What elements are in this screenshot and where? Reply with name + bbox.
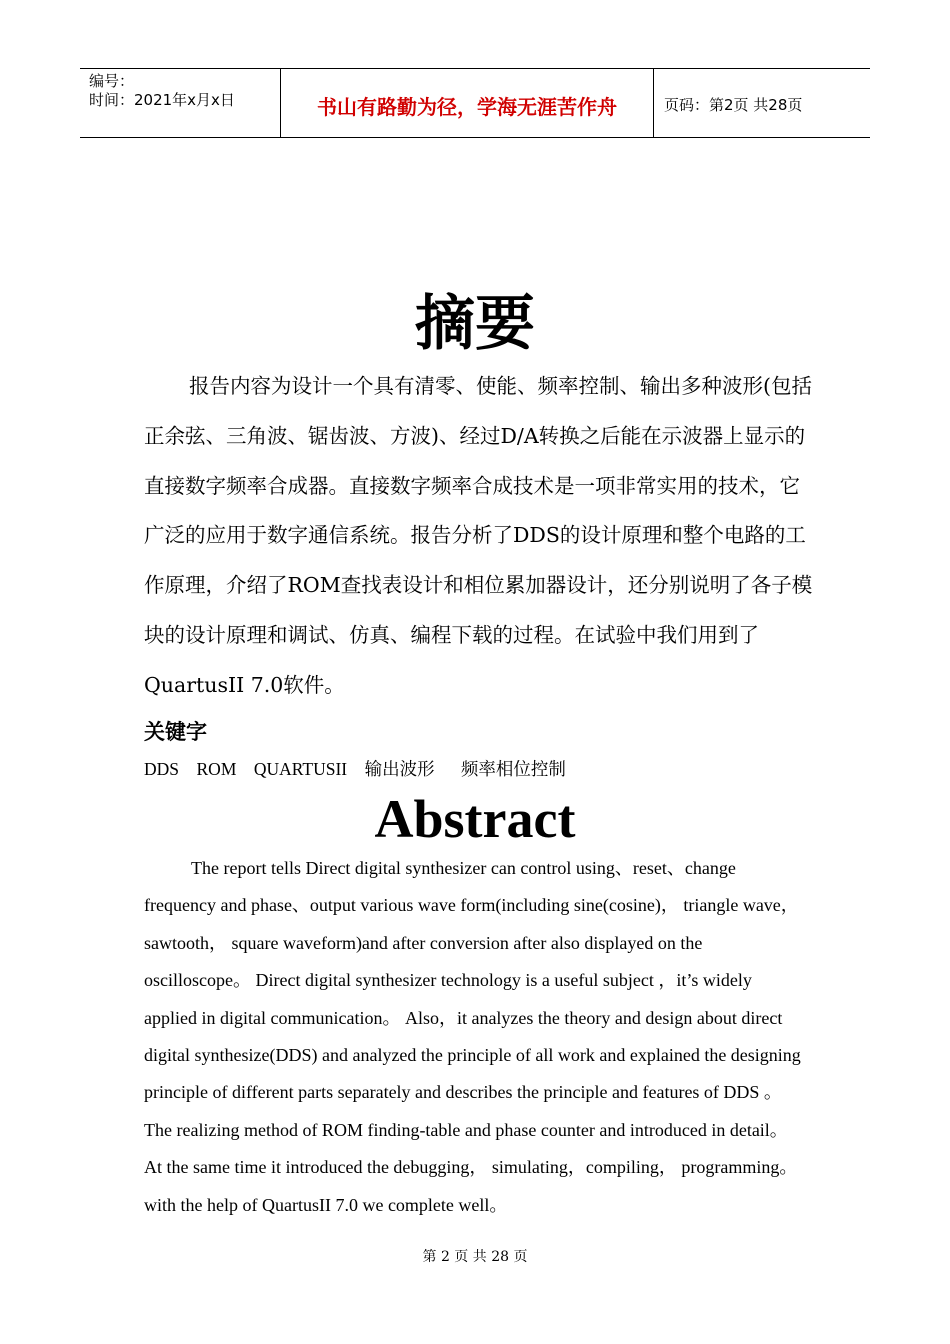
page-footer: 第 2 页 共 28 页	[422, 1249, 528, 1265]
page-info-text: 页码：第2页 共28页	[664, 95, 803, 114]
header-table	[80, 68, 870, 138]
page-info-cell	[654, 69, 870, 137]
keywords-heading: 关键字	[144, 720, 207, 744]
english-abstract-body: The report tells Direct digital synthesizer can control using、reset、change frequency and phase、output various wave form(including sine(cosine)， triangle wave， sawtooth， square waveform)and after conversion after also displayed on the oscilloscope。 Direct digital synthesizer technology is a useful subject ，it’s widely applied in digital communication。 Also，it analyzes the theory and design about direct digital synthesize(DDS) and analyzed the principle of all work and explained the designing principle of different parts separately and describes the principle and features of DDS 。The realizing method of ROM finding-table and phase counter and introduced in detail。 At the same time it introduced the debugging， simulating，compiling， programming。 with the help of QuartusII 7.0 we complete well。	[144, 858, 801, 1215]
chinese-abstract-title: 摘要	[415, 289, 535, 359]
number-label: 编号：	[89, 72, 135, 90]
motto-cell	[281, 69, 654, 137]
motto-text: 书山有路勤为径，学海无涯苦作舟	[317, 94, 617, 119]
header-meta-cell	[80, 69, 281, 137]
english-abstract-title: Abstract	[374, 789, 576, 849]
time-label: 时间：2021年x月x日	[89, 91, 235, 109]
chinese-abstract-body: 报告内容为设计一个具有清零、使能、频率控制、输出多种波形(包括正余弦、三角波、锯齿波、方波)、经过D/A转换之后能在示波器上显示的直接数字频率合成器。直接数字频率合成技术是一项非常实用的技术，它广泛的应用于数字通信系统。报告分析了DDS的设计原理和整个电路的工作原理，介绍了ROM查找表设计和相位累加器设计，还分别说明了各子模块的设计原理和调试、仿真、编程下载的过程。在试验中我们用到了QuartusII 7.0软件。	[144, 374, 813, 697]
keywords-list: DDS ROM QUARTUSII 输出波形 频率相位控制	[144, 759, 566, 779]
